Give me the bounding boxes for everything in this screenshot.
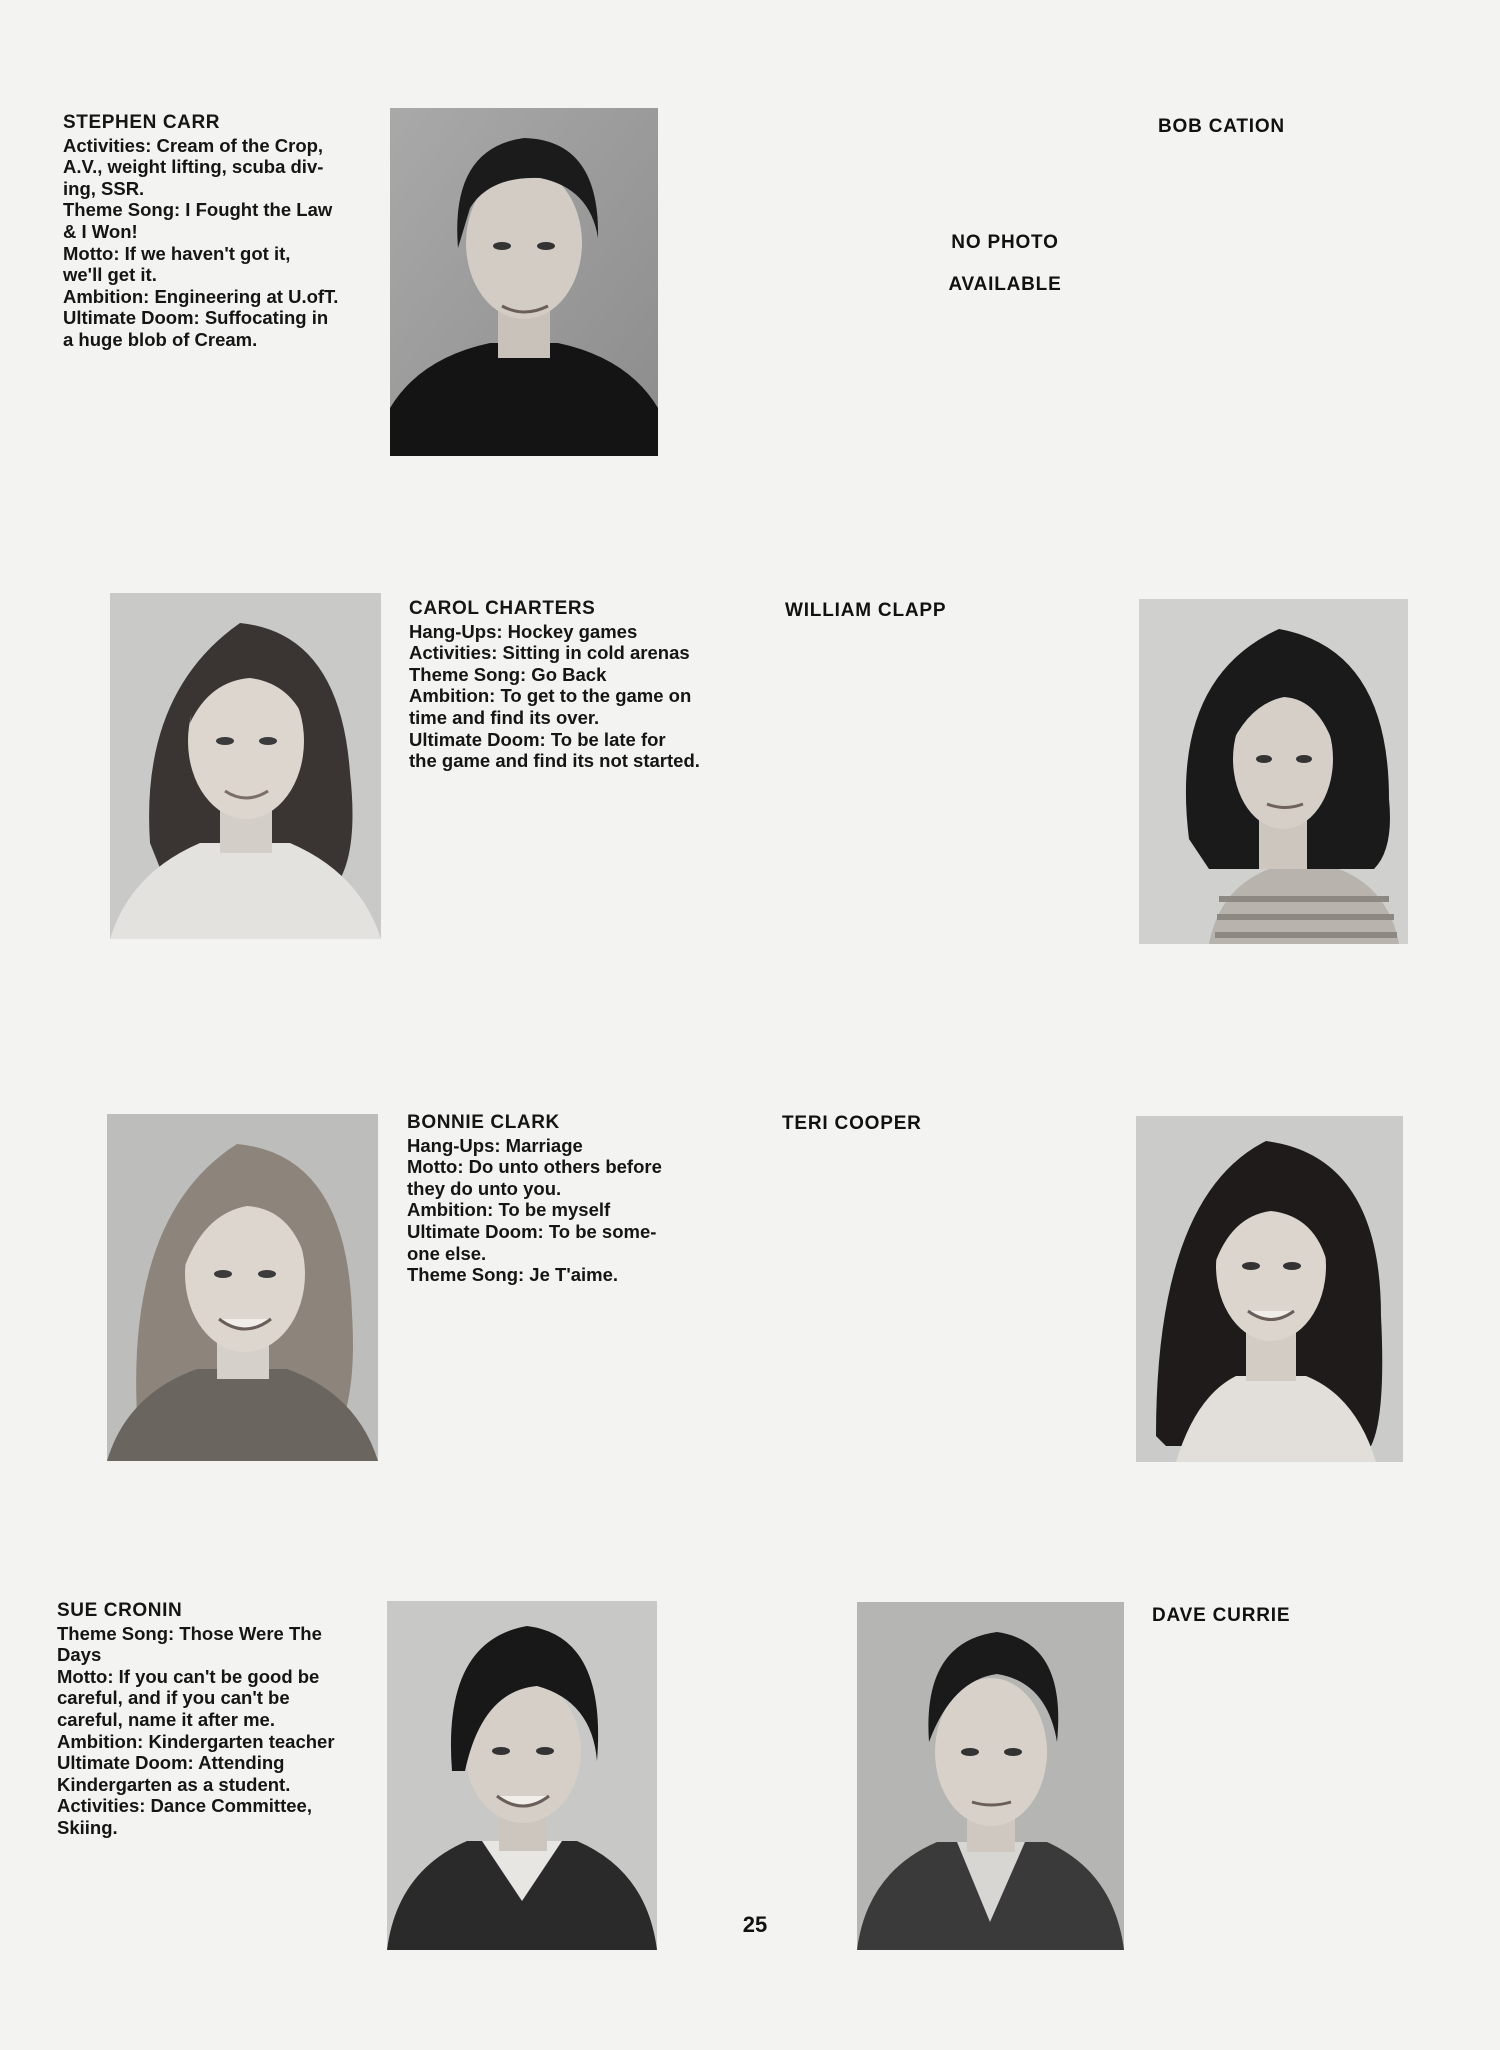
bio-line: Motto: If we haven't got it, bbox=[63, 242, 291, 264]
bio-line: the game and find its not started. bbox=[409, 750, 700, 772]
bio-line: careful, name it after me. bbox=[57, 1708, 275, 1730]
portrait-stephen-carr bbox=[390, 108, 658, 456]
bio-line: careful, and if you can't be bbox=[57, 1687, 290, 1709]
bio-bonnie-clark bbox=[407, 1112, 662, 1286]
bio-line: ing, SSR. bbox=[63, 177, 145, 199]
student-name-dave-currie: DAVE CURRIE bbox=[1152, 1605, 1291, 1626]
bio-line: Ultimate Doom: To be some- bbox=[407, 1220, 657, 1242]
student-name: BONNIE CLARK bbox=[407, 1112, 560, 1133]
bio-line: Activities: Sitting in cold arenas bbox=[409, 642, 690, 664]
no-photo-notice bbox=[900, 232, 1110, 296]
bio-line: time and find its over. bbox=[409, 706, 600, 728]
bio-line: one else. bbox=[407, 1242, 487, 1264]
portrait-bonnie-clark bbox=[107, 1114, 378, 1461]
bio-line: Ultimate Doom: To be late for bbox=[409, 728, 666, 750]
bio-line: Kindergarten as a student. bbox=[57, 1773, 291, 1795]
bio-line: Theme Song: Those Were The bbox=[57, 1622, 322, 1644]
bio-line: Ambition: Engineering at U.ofT. bbox=[63, 285, 339, 307]
bio-line: Motto: Do unto others before bbox=[407, 1156, 662, 1178]
bio-line: Theme Song: Je T'aime. bbox=[407, 1264, 619, 1286]
portrait-sue-cronin bbox=[387, 1601, 657, 1950]
bio-line: Skiing. bbox=[57, 1816, 118, 1838]
bio-line: Hang-Ups: Hockey games bbox=[409, 620, 638, 642]
bio-sue-cronin bbox=[57, 1600, 335, 1839]
student-name: SUE CRONIN bbox=[57, 1600, 183, 1621]
student-name: STEPHEN CARR bbox=[63, 112, 221, 133]
bio-line: Hang-Ups: Marriage bbox=[407, 1134, 583, 1156]
no-photo-line: AVAILABLE bbox=[948, 274, 1062, 295]
portrait-dave-currie bbox=[857, 1602, 1124, 1950]
no-photo-line: NO PHOTO bbox=[951, 232, 1059, 253]
bio-line: Motto: If you can't be good be bbox=[57, 1665, 320, 1687]
bio-line: Days bbox=[57, 1644, 102, 1666]
portrait-carol-charters bbox=[110, 593, 381, 939]
bio-line: Activities: Dance Committee, bbox=[57, 1795, 312, 1817]
portrait-william-clapp bbox=[1139, 599, 1408, 944]
student-name: CAROL CHARTERS bbox=[409, 598, 596, 619]
bio-carol-charters bbox=[409, 598, 700, 772]
bio-line: Ambition: To be myself bbox=[407, 1199, 611, 1221]
bio-line: Activities: Cream of the Crop, bbox=[63, 134, 324, 156]
bio-line: Ambition: Kindergarten teacher bbox=[57, 1730, 335, 1752]
bio-line: Ultimate Doom: Attending bbox=[57, 1752, 285, 1774]
bio-line: we'll get it. bbox=[63, 264, 157, 286]
portrait-teri-cooper bbox=[1136, 1116, 1403, 1462]
bio-line: Theme Song: I Fought the Law bbox=[63, 199, 333, 221]
bio-line: Ambition: To get to the game on bbox=[409, 685, 692, 707]
student-name-bob-cation: BOB CATION bbox=[1158, 116, 1285, 137]
bio-line: Theme Song: Go Back bbox=[409, 663, 607, 685]
bio-line: A.V., weight lifting, scuba div- bbox=[63, 156, 324, 178]
bio-line: Ultimate Doom: Suffocating in bbox=[63, 307, 329, 329]
bio-line: they do unto you. bbox=[407, 1177, 562, 1199]
bio-line: & I Won! bbox=[63, 220, 138, 242]
bio-line: a huge blob of Cream. bbox=[63, 328, 258, 350]
student-name-teri-cooper: TERI COOPER bbox=[782, 1113, 922, 1134]
page-number: 25 bbox=[742, 1912, 768, 1937]
student-name-william-clapp: WILLIAM CLAPP bbox=[785, 600, 947, 621]
bio-stephen-carr bbox=[63, 112, 338, 351]
